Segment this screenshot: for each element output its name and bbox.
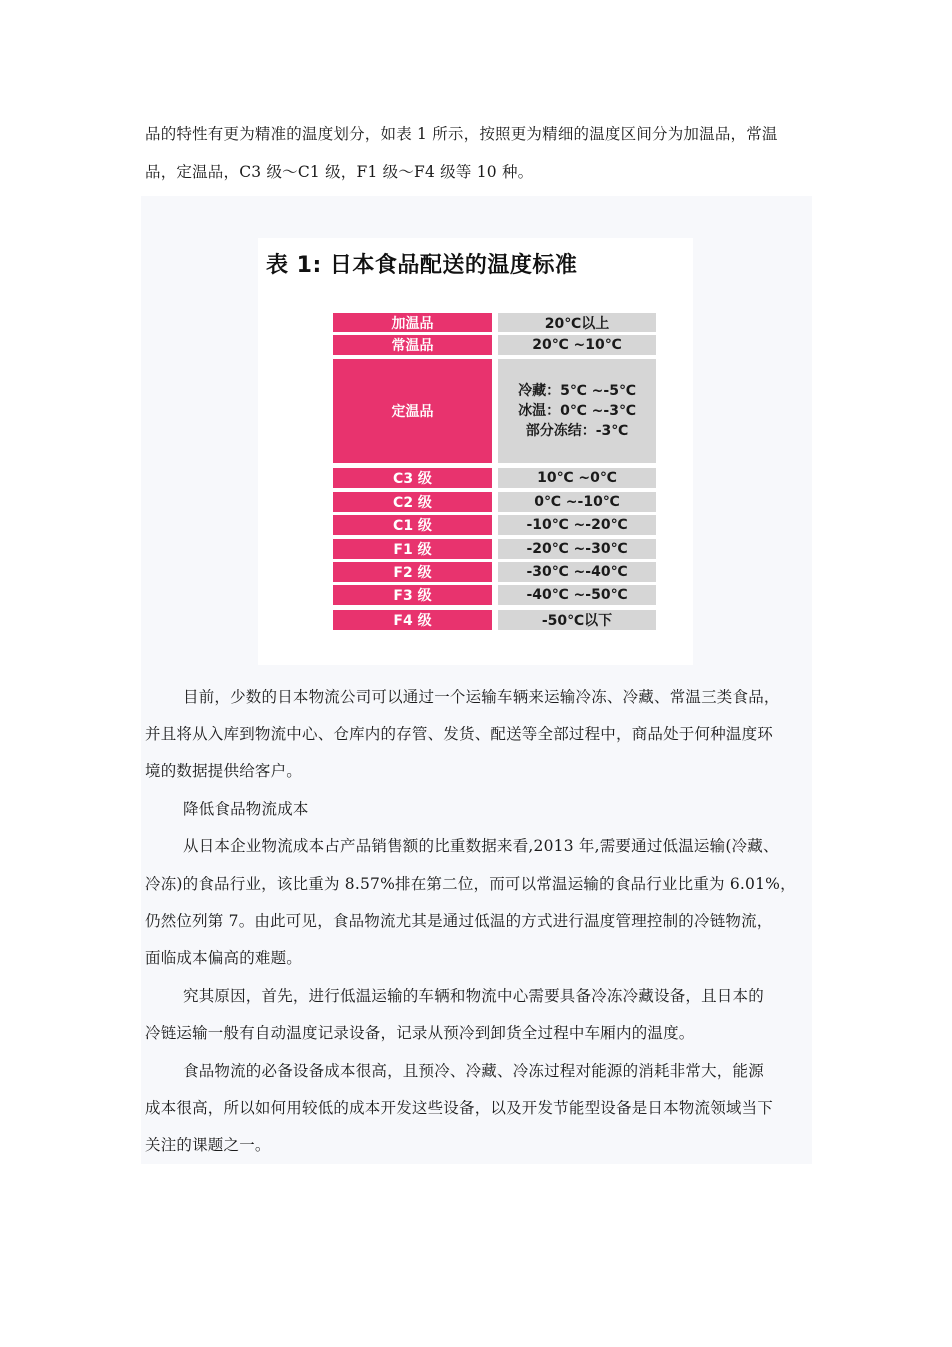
paragraph-line: 成本很高，所以如何用较低的成本开发这些设备，以及开发节能型设备是日本物流领域当下 bbox=[145, 1099, 774, 1117]
range-cell: -30℃ ~-40℃ bbox=[498, 562, 656, 582]
grade-cell: 定温品 bbox=[333, 359, 492, 463]
paragraph-line: 并且将从入库到物流中心、仓库内的存管、发货、配送等全部过程中，商品处于何种温度环 bbox=[145, 725, 774, 743]
grade-cell: F4 级 bbox=[333, 610, 492, 630]
grade-cell: F1 级 bbox=[333, 539, 492, 559]
grade-cell: 加温品 bbox=[333, 313, 492, 332]
paragraph-line: 关注的课题之一。 bbox=[145, 1136, 271, 1154]
paragraph-line: 冷冻)的食品行业，该比重为 8.57%排在第二位，而可以常温运输的食品行业比重为 6.01%， bbox=[145, 875, 796, 893]
range-cell: -10℃ ~-20℃ bbox=[498, 515, 656, 535]
paragraph-line: 冷链运输一般有自动温度记录设备，记录从预冷到卸货全过程中车厢内的温度。 bbox=[145, 1024, 695, 1042]
range-line: 部分冻结：-3℃ bbox=[525, 423, 629, 439]
paragraph-line: 食品物流的必备设备成本很高，且预冷、冷藏、冷冻过程对能源的消耗非常大，能源 bbox=[183, 1062, 764, 1080]
range-cell bbox=[498, 359, 656, 463]
range-line: 冷藏：5℃ ~-5℃ bbox=[518, 383, 636, 399]
paragraph-line: 品，定温品，C3 级～C1 级，F1 级～F4 级等 10 种。 bbox=[145, 163, 534, 181]
paragraph-line: 究其原因，首先，进行低温运输的车辆和物流中心需要具备冷冻冷藏设备，且日本的 bbox=[183, 987, 764, 1005]
paragraph-line: 境的数据提供给客户。 bbox=[145, 762, 303, 780]
paragraph-line: 面临成本偏高的难题。 bbox=[145, 949, 303, 967]
range-cell: -40℃ ~-50℃ bbox=[498, 585, 656, 605]
paragraph-line: 仍然位列第 7。由此可见，食品物流尤其是通过低温的方式进行温度管理控制的冷链物流， bbox=[145, 912, 773, 930]
grade-cell: F3 级 bbox=[333, 585, 492, 605]
range-cell: 20℃ ~10℃ bbox=[498, 335, 656, 355]
grade-cell: 常温品 bbox=[333, 335, 492, 355]
section-heading: 降低食品物流成本 bbox=[183, 800, 309, 818]
table-title: 表 1: 日本食品配送的温度标准 bbox=[266, 253, 578, 278]
range-cell: 0℃ ~-10℃ bbox=[498, 492, 656, 512]
grade-cell: C1 级 bbox=[333, 515, 492, 535]
paragraph-line: 从日本企业物流成本占产品销售额的比重数据来看,2013 年,需要通过低温运输(冷藏、 bbox=[183, 837, 779, 855]
range-line: 冰温：0℃ ~-3℃ bbox=[518, 403, 636, 419]
grade-cell: C2 级 bbox=[333, 492, 492, 512]
paragraph-line: 品的特性有更为精准的温度划分，如表 1 所示，按照更为精细的温度区间分为加温品，常温 bbox=[145, 125, 778, 143]
paragraph-line: 目前，少数的日本物流公司可以通过一个运输车辆来运输冷冻、冷藏、常温三类食品， bbox=[183, 688, 780, 706]
range-cell: -20℃ ~-30℃ bbox=[498, 539, 656, 559]
range-cell: 10℃ ~0℃ bbox=[498, 468, 656, 488]
range-cell: 20℃以上 bbox=[498, 313, 656, 332]
range-cell: -50℃以下 bbox=[498, 610, 656, 630]
grade-cell: C3 级 bbox=[333, 468, 492, 488]
grade-cell: F2 级 bbox=[333, 562, 492, 582]
